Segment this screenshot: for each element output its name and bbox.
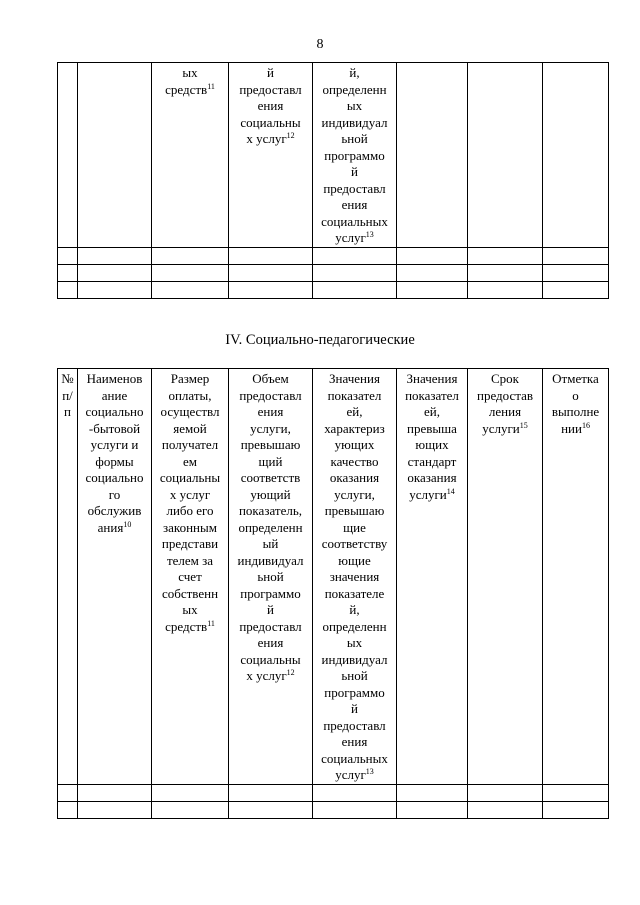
table-cell [58,247,78,264]
cell-text-line: социально [85,470,144,485]
cell-text-line: й [351,701,358,716]
table-cell [58,63,78,248]
cell-text-line: либо его [166,503,214,518]
cell-text-line: показатель, [238,503,303,518]
cell-text-line: индивидуал [321,651,388,667]
table-cell [78,264,152,281]
cell-text-line: й, [349,65,360,80]
cell-text-line: оказания [407,470,457,485]
table-cell [397,281,468,298]
table-cell [58,264,78,281]
cell-text-line: средств$^{11}$ [165,618,215,634]
table-row [58,264,609,281]
cell-text-line: ей, [346,404,363,419]
table-cell [543,247,609,264]
cell-text-line: предоставл [239,387,302,403]
cell-text-line: п/ [62,387,73,403]
section-title: IV. Социально-педагогические [225,332,415,348]
footnote-marker: 13 [365,767,374,776]
cell-text-line: ых [182,602,198,617]
table-cell [397,63,468,248]
column-header-term [468,369,543,785]
table-cell [468,801,543,818]
cell-text-line: программо [324,684,385,700]
table-cell [229,247,313,264]
cell-text-line: стандарт [407,453,457,469]
cell-text-line: ющих [415,437,449,452]
table-cell [543,801,609,818]
footnote-marker: 11 [207,81,215,91]
table-cell [58,801,78,818]
cell-text-line: качество [330,453,379,469]
footnote-marker: 14 [446,486,455,496]
cell-text-line: соответству [321,536,388,551]
cell-text-line: обслужив [87,503,142,518]
cell-text-line: услуги$^{14}$ [409,486,455,502]
table-cell [543,784,609,801]
table-cell [229,801,313,818]
column-header-number [58,369,78,785]
table-cell [397,247,468,264]
cell-text-line: определенн [238,519,303,535]
cell-text-line: индивидуал [237,552,304,568]
cell-text-line: Значения [406,371,458,386]
cell-text-line: формы [95,453,134,469]
cell-text-line: Значения [329,371,380,386]
cell-text-line: осуществл [160,404,220,419]
cell-text-line: законным [163,519,217,535]
table-cell [313,247,397,264]
table-cell [78,247,152,264]
cell-text-line: социальны [240,651,301,667]
cell-text-line: Отметка [552,371,599,386]
footnote-marker: 15 [519,420,528,430]
cell-text-line: превышаю [324,503,385,518]
cell-text-line: ения [257,635,284,650]
table-cell [468,281,543,298]
cell-text-line: показателе [324,585,385,601]
cell-text-line: нии$^{16}$ [561,420,590,436]
cell-text-line: щий [258,453,283,469]
cell-text-line: ый [262,536,279,551]
footnote-marker: 12 [286,131,295,140]
cell-text-line: х услуг$^{12}$ [246,668,295,683]
table-cell [58,784,78,801]
cell-text-line: телем за [166,552,214,568]
cell-text-line: й [267,65,274,80]
cell-text-line: средств$^{11}$ [165,81,215,97]
table-cell [313,281,397,298]
cell-text-line: превыша [407,420,457,436]
cell-text-line: превышаю [240,437,301,452]
cell-text-line: значения [329,569,380,584]
cell-text-line: ых [346,635,363,650]
cell-text-line: й [267,602,274,617]
cell-text-line: предоставл [323,180,386,196]
table-row [58,247,609,264]
cell-text-line: социальны [240,114,301,130]
column-header-completion-mark [543,369,609,785]
cell-text-line: № [61,371,74,386]
table-cell [313,63,397,248]
cell-text-line: ых [182,65,198,80]
table-cell [468,264,543,281]
cell-text-line: услуг$^{13}$ [335,230,374,245]
cell-text-line: программо [324,147,385,163]
cell-text-line: соответств [240,470,301,485]
cell-text-line: й, [349,602,360,617]
cell-text-line: щие [343,519,366,535]
cell-text-line: Размер [170,371,210,386]
cell-text-line: выполне [551,404,600,419]
cell-text-line: о [572,387,579,403]
cell-text-line: ения [257,98,284,113]
table-cell [152,247,229,264]
cell-text-line: й [351,164,358,179]
column-header-payment [152,369,229,785]
cell-text-line: социальных [321,213,388,229]
cell-text-line: ых [346,98,363,113]
cell-text-line: го [108,486,121,502]
cell-text-line: х услуг [169,486,211,502]
cell-text-line: программо [240,585,301,601]
table-cell [397,784,468,801]
table-cell [313,264,397,281]
cell-text-line: услуг$^{13}$ [335,767,374,782]
cell-text-line: ения [341,197,368,212]
cell-text-line: социальных [321,750,388,766]
cell-text-line: предоставл [239,618,302,634]
table-cell [468,63,543,248]
table-cell [152,264,229,281]
table-cell [397,264,468,281]
cell-text-line: предостав [476,387,533,403]
table-row [58,63,609,248]
cell-text-line: ьной [341,131,368,146]
table-cell [543,63,609,248]
table-cell [229,264,313,281]
cell-text-line: ем [183,453,197,469]
table-cell [397,801,468,818]
services-table-continued [57,62,609,299]
cell-text-line: Объем [252,371,289,386]
cell-text-line: оплаты, [168,387,212,403]
cell-text-line: предоставл [239,81,302,97]
table-row [58,784,609,801]
footnote-marker: 10 [123,519,132,529]
table-cell [152,801,229,818]
cell-text-line: показател [327,387,382,403]
column-header-service-name [78,369,152,785]
cell-text-line: ющие [338,552,371,568]
table-header-row [58,369,609,785]
cell-text-line: услуги, [334,486,375,502]
cell-text-line: ания$^{10}$ [97,519,132,535]
cell-text-line: ения [341,734,368,749]
table-cell [543,264,609,281]
cell-text-line: показател [405,387,459,403]
cell-text-line: ующий [250,486,291,502]
table-cell [468,784,543,801]
cell-text-line: ей, [424,404,440,419]
table-cell [152,63,229,248]
footnote-marker: 13 [365,230,374,239]
table-cell [543,281,609,298]
table-cell [229,63,313,248]
cell-text-line: представи [161,536,219,551]
cell-text-line: Наименов [86,371,143,386]
cell-text-line: предоставл [323,717,386,733]
cell-text-line: счет [178,569,202,584]
cell-text-line: п [64,404,71,419]
cell-text-line: ьной [257,569,284,584]
column-header-volume [229,369,313,785]
cell-text-line: характериз [324,420,385,436]
table-cell [313,784,397,801]
cell-text-line: ения [257,404,284,419]
cell-text-line: х услуг$^{12}$ [246,131,295,146]
page-number: 8 [316,37,324,52]
table-cell [78,63,152,248]
table-cell [313,801,397,818]
table-cell [152,784,229,801]
cell-text-line: ующих [334,437,375,452]
table-cell [468,247,543,264]
table-cell [152,281,229,298]
cell-text-line: получател [161,437,219,452]
table-cell [229,784,313,801]
cell-text-line: определенн [322,81,387,97]
table-row [58,281,609,298]
cell-text-line: яемой [173,420,207,436]
cell-text-line: ание [101,387,128,403]
footnote-marker: 16 [581,420,590,430]
cell-text-line: собственн [161,585,219,601]
column-header-quality-values [313,369,397,785]
footnote-marker: 11 [207,618,215,628]
column-header-standard-values [397,369,468,785]
table-cell [78,801,152,818]
cell-text-line: услуги и [90,437,139,452]
services-table [57,368,609,819]
table-cell [78,281,152,298]
cell-text-line: оказания [329,470,380,485]
cell-text-line: социальны [159,470,221,485]
table-row [58,801,609,818]
cell-text-line: определенн [322,618,387,634]
cell-text-line: ления [488,404,522,419]
cell-text-line: социально [85,404,144,419]
cell-text-line: Срок [491,371,519,386]
cell-text-line: услуги$^{15}$ [482,420,528,436]
table-cell [229,281,313,298]
cell-text-line: услуги, [250,420,291,436]
cell-text-line: -бытовой [88,420,141,436]
table-cell [78,784,152,801]
footnote-marker: 12 [286,668,295,677]
cell-text-line: индивидуал [321,114,388,130]
table-cell [58,281,78,298]
cell-text-line: ьной [341,668,368,683]
